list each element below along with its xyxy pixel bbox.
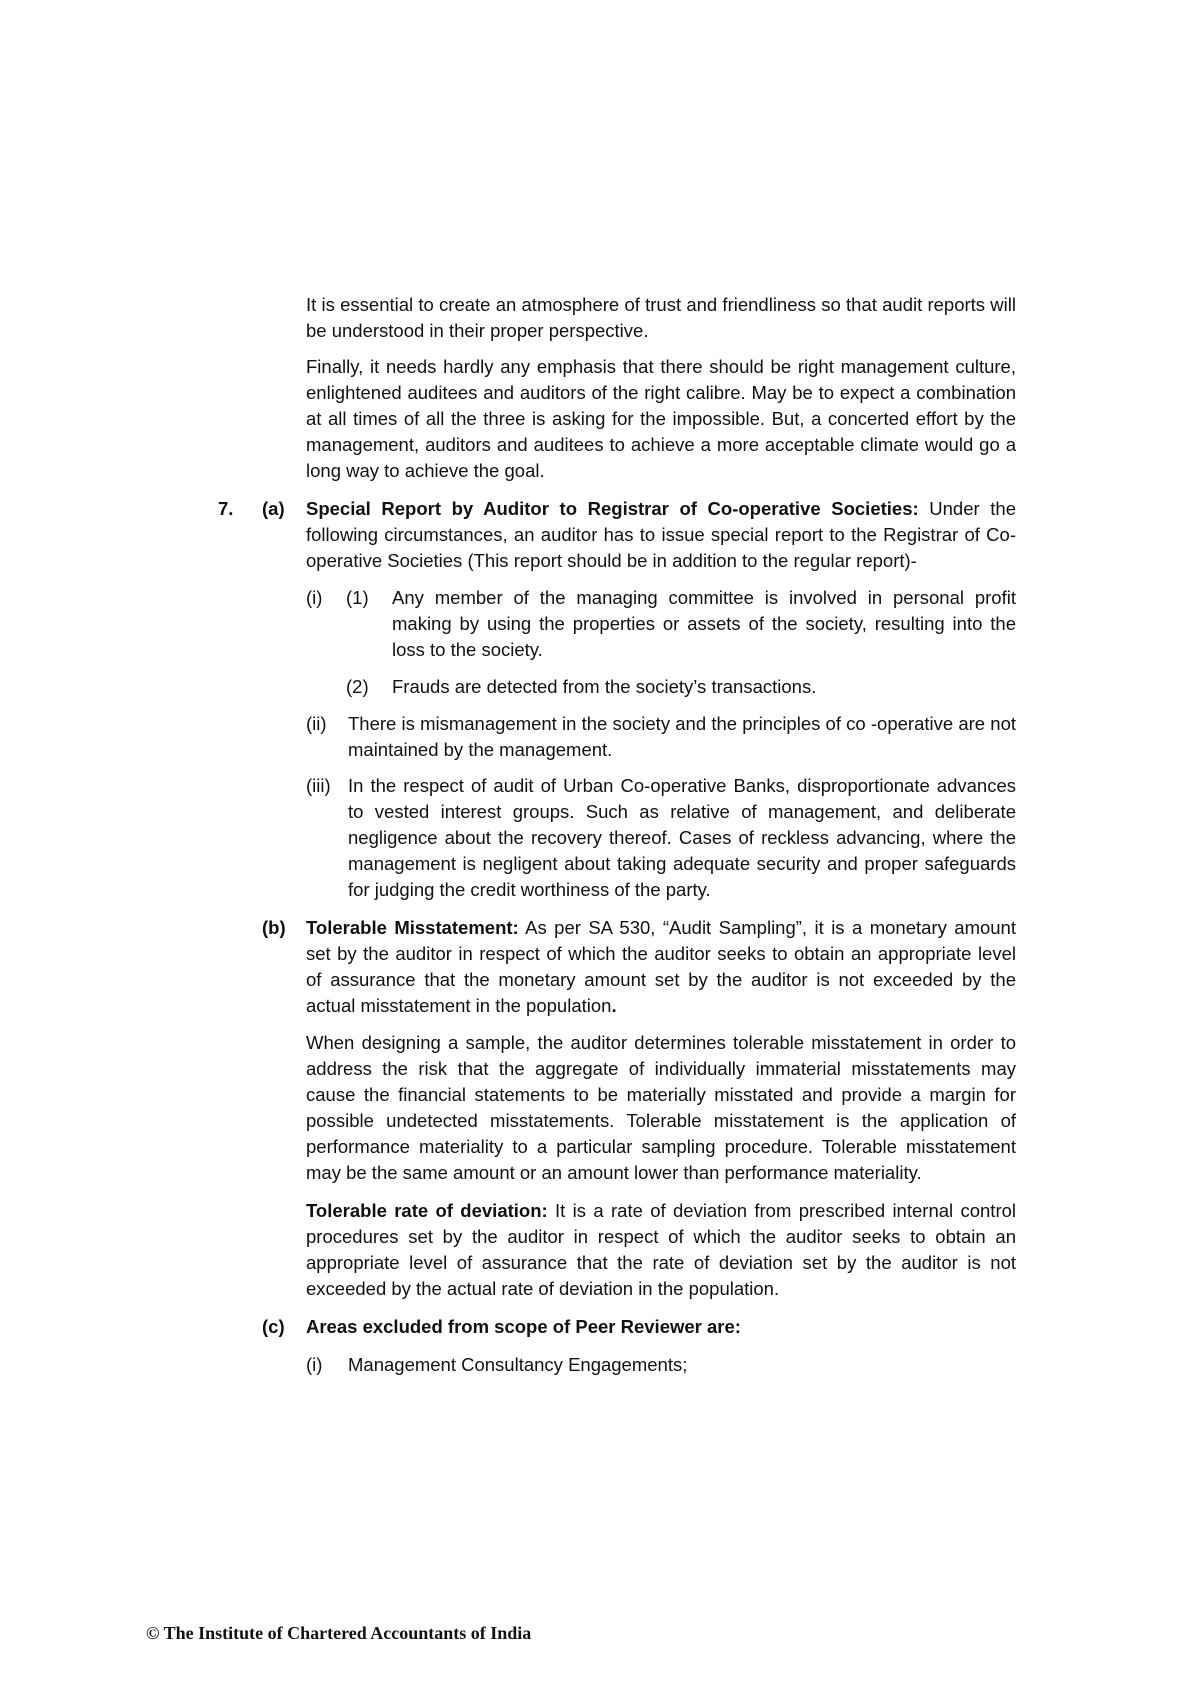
item-i-label: (i) <box>306 587 323 608</box>
intro-paragraph-2: Finally, it needs hardly any emphasis that there should be right management culture, enlightened auditees and auditors of the right calibre. May be to expect a combination at all times of all the three is asking for the impossible. But, a concerted effort by the management, auditors and auditees to achieve a more acceptable climate would go a long way to achieve the goal. <box>306 356 1016 481</box>
part-c-item-i-label: (i) <box>306 1354 323 1375</box>
part-a-paragraph <box>306 496 1016 574</box>
footer-copyright: © The Institute of Chartered Accountants of India <box>146 1623 532 1643</box>
tolerable-rate-text: It is a rate of deviation from prescribed internal control procedures set by the auditor in respect of which the auditor seeks to obtain an appropriate level of assurance that the rate of deviation set by the auditor is not exceeded by the actual rate of deviation in the population. <box>306 1200 1016 1299</box>
tolerable-rate-heading: Tolerable rate of deviation: <box>306 1200 548 1221</box>
part-b-heading: Tolerable Misstatement: <box>306 917 519 938</box>
part-a-label: (a) <box>262 498 285 519</box>
part-b-label: (b) <box>262 917 286 938</box>
part-a-text: Under the following circumstances, an auditor has to issue special report to the Registrar of Co-operative Societies (This report should be in addition to the regular report)- <box>306 498 1016 571</box>
intro-paragraph-1: It is essential to create an atmosphere of trust and friendliness so that audit reports will be understood in their proper perspective. <box>306 294 1016 341</box>
part-c-item-i-text: Management Consultancy Engagements; <box>348 1354 688 1375</box>
item-i-2-text: Frauds are detected from the society’s transactions. <box>392 676 817 697</box>
item-iii-label: (iii) <box>306 775 331 796</box>
question-number: 7. <box>218 498 234 519</box>
part-b-paragraph-2: When designing a sample, the auditor determines tolerable misstatement in order to address the risk that the aggregate of individually immaterial misstatements may cause the financial statements to be materially misstated and provide a margin for possible undetected misstatements. Tolerable misstatement is the application of performance materiality to a particular sampling procedure. Tolerable misstatement may be the same amount or an amount lower than performance materiality. <box>306 1032 1016 1183</box>
part-c-heading: Areas excluded from scope of Peer Reviewer are: <box>306 1316 741 1337</box>
item-iii-text: In the respect of audit of Urban Co-operative Banks, disproportionate advances to vested interest groups. Such as relative of management, and deliberate negligence about the recovery thereof. Cases of reckless advancing, where the management is negligent about taking adequate security and proper safeguards for judging the credit worthiness of the party. <box>348 775 1016 900</box>
part-b-text: As per SA 530, “Audit Sampling”, it is a monetary amount set by the auditor in respect of which the auditor seeks to obtain an appropriate level of assurance that the monetary amount set by the auditor is not exceeded by the actual misstatement in the population <box>306 917 1016 1016</box>
part-b-paragraph-1 <box>306 915 1016 1019</box>
item-i-2-label: (2) <box>346 676 369 697</box>
item-i-1-text: Any member of the managing committee is involved in personal profit making by using the properties or assets of the society, resulting into the loss to the society. <box>392 587 1016 660</box>
part-b-end: . <box>611 995 617 1016</box>
item-i-1-label: (1) <box>346 587 369 608</box>
part-a-heading: Special Report by Auditor to Registrar of Co-operative Societies: <box>306 498 919 519</box>
item-ii-label: (ii) <box>306 713 327 734</box>
part-b-paragraph-3 <box>306 1198 1016 1302</box>
part-c-label: (c) <box>262 1316 285 1337</box>
item-ii-text: There is mismanagement in the society and the principles of co -operative are not maintained by the management. <box>348 713 1016 760</box>
